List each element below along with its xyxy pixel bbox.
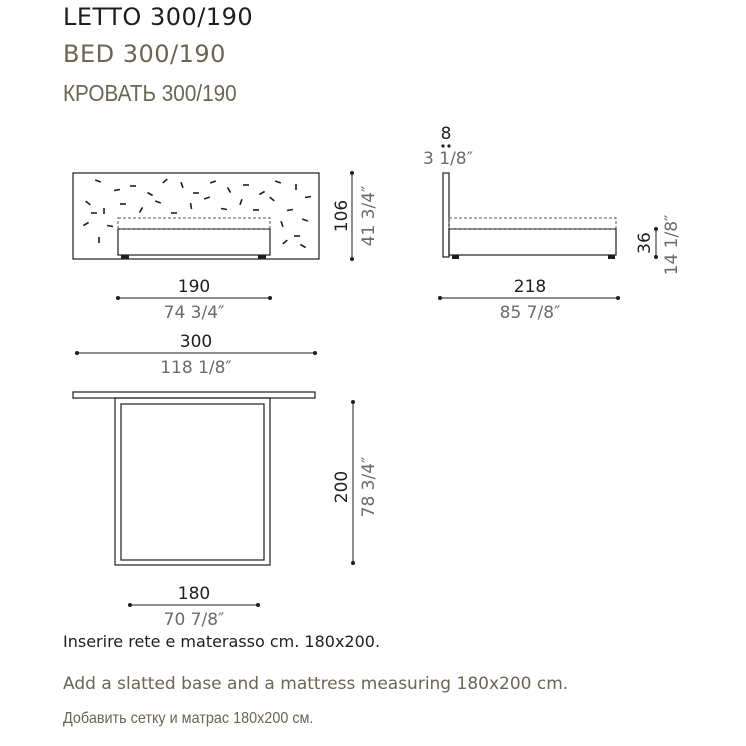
front-height-cm: 106 <box>332 199 352 233</box>
pattern-mark <box>86 201 91 205</box>
title-english: BED 300/190 <box>63 40 226 68</box>
dimension-front-height <box>332 171 379 261</box>
foot-side-left <box>452 255 459 259</box>
headboard-thickness-in: 3 1/8″ <box>423 149 473 169</box>
dimension-front-width <box>116 277 272 323</box>
pattern-mark <box>302 219 308 221</box>
pattern-mark <box>287 210 293 211</box>
pattern-mark <box>275 181 281 183</box>
pattern-mark <box>240 199 242 205</box>
foot-left <box>121 255 129 259</box>
pattern-mark <box>140 207 143 212</box>
side-depth-in: 85 7/8″ <box>499 303 561 323</box>
side-height-cm: 36 <box>635 232 655 254</box>
pattern-mark <box>270 197 275 201</box>
pattern-mark <box>95 180 101 182</box>
top-width-cm: 300 <box>179 332 213 352</box>
foot-right <box>258 255 266 259</box>
bed-frame-top <box>115 398 270 565</box>
headboard-top <box>73 392 315 398</box>
pattern-mark <box>210 181 216 183</box>
title-italian: LETTO 300/190 <box>63 3 254 31</box>
top-length-cm: 200 <box>332 470 352 504</box>
pattern-mark <box>221 209 227 210</box>
foot-side-right <box>608 255 615 259</box>
bed-base-front <box>118 229 270 255</box>
title-russian: КРОВАТЬ 300/190 <box>63 80 237 106</box>
front-width-in: 74 3/4″ <box>163 303 225 323</box>
pattern-mark <box>107 226 113 227</box>
pattern-mark <box>204 197 210 199</box>
mattress-width-cm: 180 <box>177 584 211 604</box>
mattress-dashed-side <box>449 218 616 229</box>
dimension-side-height <box>635 215 682 276</box>
front-height-in: 41 3/4″ <box>359 185 379 247</box>
side-height-in: 14 1/8″ <box>662 214 682 276</box>
top-width-in: 118 1/8″ <box>160 358 232 378</box>
pattern-mark <box>281 221 283 227</box>
top-view <box>73 392 315 565</box>
front-view <box>73 173 319 259</box>
headboard-thickness-cm: 8 <box>440 124 452 144</box>
bed-base-side <box>449 229 616 255</box>
top-length-in: 78 3/4″ <box>359 456 379 518</box>
dimension-side-depth <box>438 277 620 323</box>
dimension-headboard-thickness <box>423 124 473 169</box>
mattress-top <box>121 404 264 560</box>
pattern-mark <box>147 193 152 196</box>
pattern-mark <box>259 192 264 195</box>
mattress-dashed-front <box>118 218 270 229</box>
dimension-top-width <box>75 332 317 378</box>
headboard-side <box>443 173 449 257</box>
pattern-mark <box>163 179 168 183</box>
mattress-width-in: 70 7/8″ <box>163 610 225 630</box>
pattern-mark <box>300 245 305 248</box>
pattern-mark <box>228 187 231 192</box>
pattern-mark <box>191 203 192 209</box>
pattern-mark <box>83 223 88 226</box>
pattern-mark <box>181 182 183 188</box>
note-english: Add a slatted base and a mattress measuring 180x200 cm. <box>63 674 569 694</box>
pattern-mark <box>114 190 120 191</box>
pattern-mark <box>305 197 311 198</box>
pattern-mark <box>283 240 288 244</box>
dimension-mattress-width <box>128 584 260 630</box>
note-russian: Добавить сетку и матрас 180x200 см. <box>63 710 314 727</box>
front-width-cm: 190 <box>177 277 211 297</box>
side-view <box>443 173 616 259</box>
dimension-top-length <box>332 400 379 565</box>
note-italian: Inserire rete e materasso cm. 180x200. <box>63 632 381 651</box>
pattern-mark <box>155 201 161 203</box>
side-depth-cm: 218 <box>513 277 547 297</box>
